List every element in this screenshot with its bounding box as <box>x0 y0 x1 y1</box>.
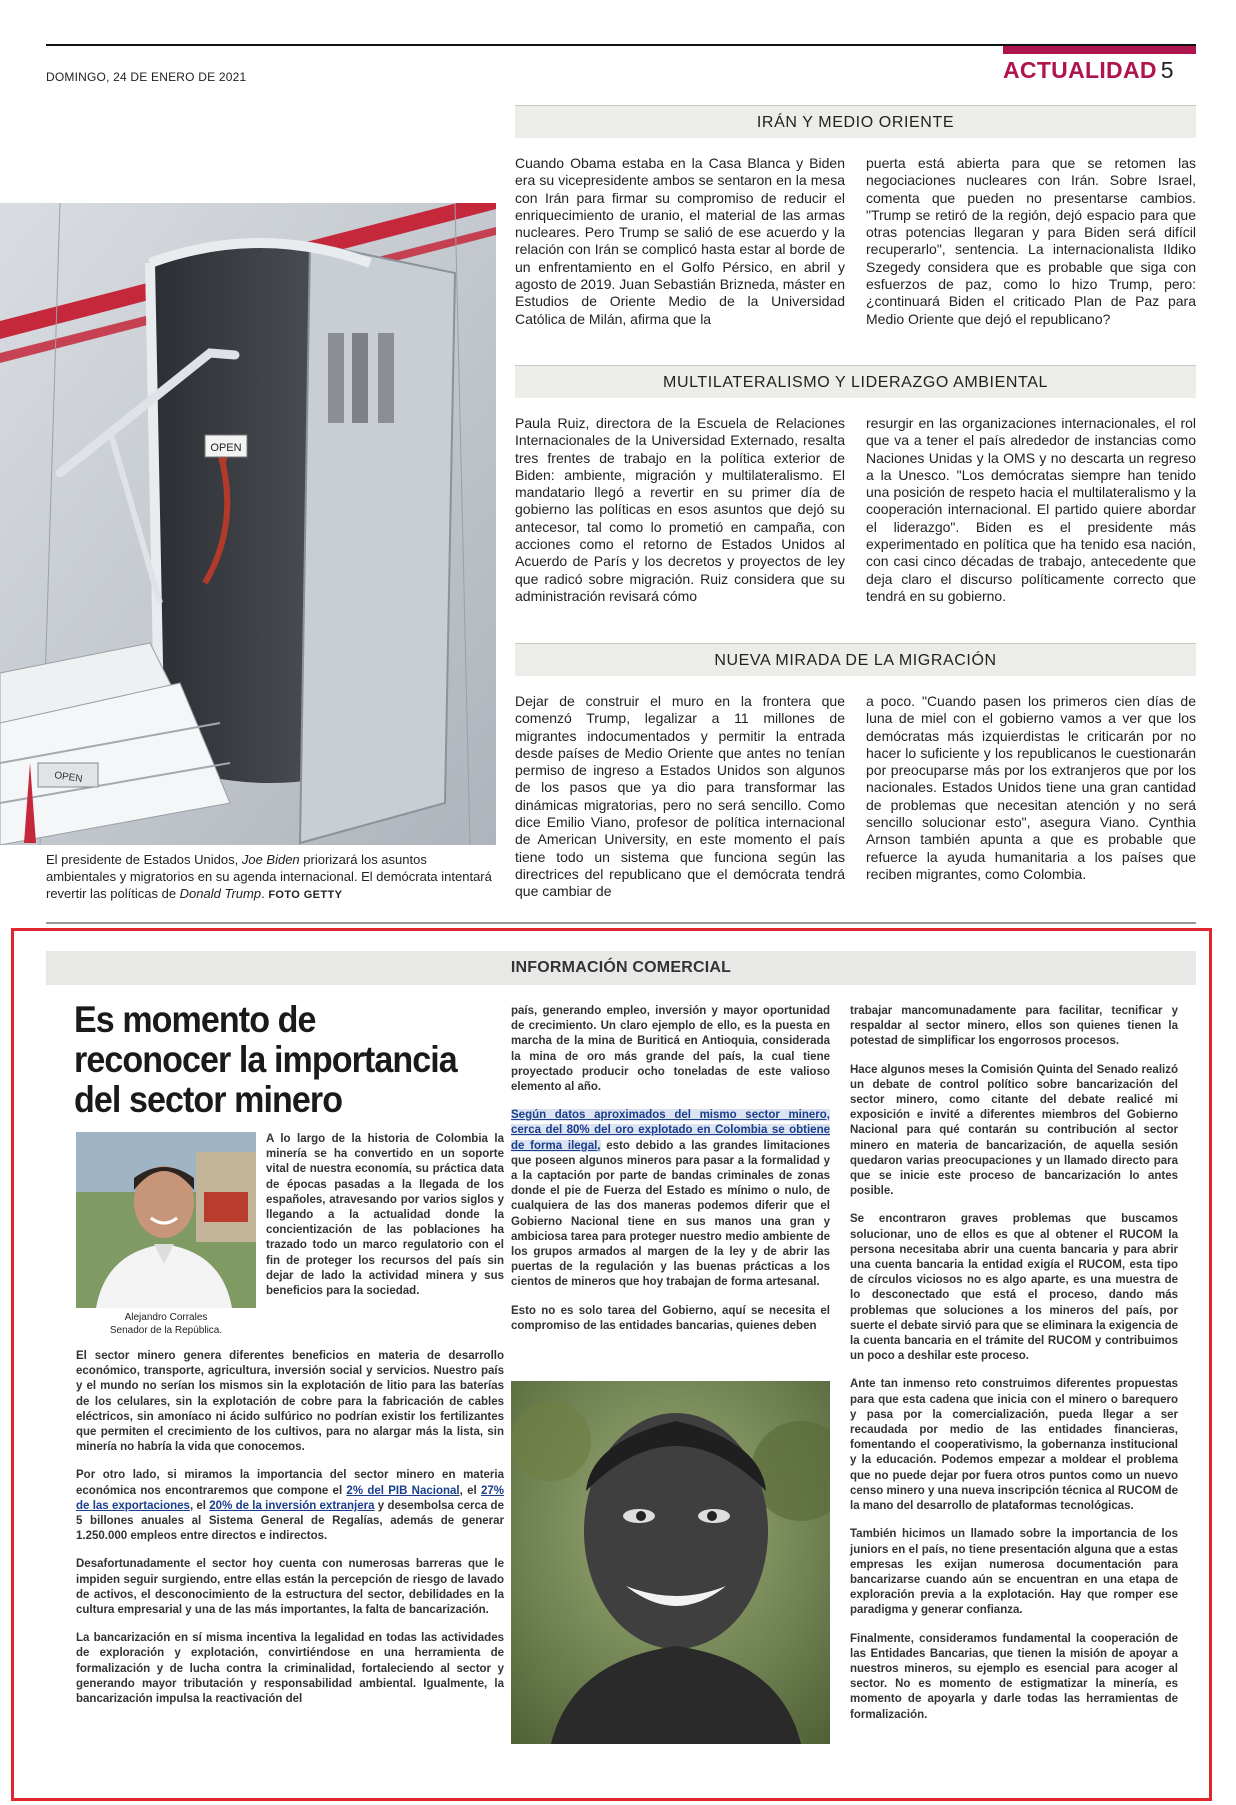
caption-name-biden: Joe Biden <box>241 852 300 867</box>
section-heading-multilateralism: MULTILATERALISMO Y LIDERAZGO AMBIENTAL <box>515 365 1196 398</box>
paragraph-conclusion: Finalmente, consideramos fundamental la cooperación de las Entidades Bancarias, que tienen la misión de apoyar a nuestros mineros, su ejemplo es esencial para acoger al sector. No es momento de estigmatizar la minería, es momento de apoyarla y darle todas las herramientas de formalización. <box>850 1632 1178 1721</box>
iran-column-1: Cuando Obama estaba en la Casa Blanca y Biden era su vicepresidente ambos se sentaron en la mesa con Irán para firmar su compromiso de reducir el enriquecimiento de uranio, el material de las armas nucleares. Pero Trump se salió de ese acuerdo y la relación con Irán se complicó hasta estar al borde de un enfrentamiento en el Golfo Pérsico, en abril y agosto de 2019. Juan Sebastián Brizneda, máster en Estudios de Oriente Medio de la Universidad Católica de Milán, afirma que la <box>515 155 845 327</box>
illegal-gold-highlight: Según datos aproximados del mismo sector minero, cerca del 80% del oro explotado en Colombia se obtiene de forma ilegal, <box>511 1109 830 1152</box>
paragraph-proposals: Ante tan inmenso reto construimos diferentes propuestas para que esta cadena que inicia con el minero o barequero y pasa por la comercialización, pueda llegar a ser recaudada por medio de las entidades financieras, fomentando el cooperativismo, la gobernanza institucional y la educación. Podemos empezar a moldear el problema que no puede dejar por fuera otros puntos como un nuevo censo minero y una nueva inscripción técnica al RUCOM de la mano del desarrollo de plataformas tecnológicas. <box>850 1378 1178 1513</box>
section-heading-iran: IRÁN Y MEDIO ORIENTE <box>515 105 1196 138</box>
commercial-column-2 <box>511 1004 830 1347</box>
issue-date: DOMINGO, 24 DE ENERO DE 2021 <box>46 70 247 84</box>
paragraph-benefits: El sector minero genera diferentes beneficios en materia de desarrollo económico, transporte, agricultura, inversión social y servicios. Nuestro país y el mundo no serían los mismos sin la explotación de litio para las baterías de los celulares, sin la explotación de cobre para la fabricación de cables eléctricos, sin amoníaco ni ácido sulfúrico no podrían existir los fertilizantes que permiten el crecimiento de los cultivos, para no alargar más la lista, sin minería no habría la vida que conocemos. <box>76 1350 504 1454</box>
section-name: ACTUALIDAD <box>1003 57 1157 83</box>
economy-text: Por otro lado, si miramos la importancia del sector minero en materia económica nos encontraremos que compone el <box>76 1469 504 1497</box>
caption-text-3: . <box>261 886 269 901</box>
stat-pib: 2% del PIB Nacional <box>346 1484 460 1497</box>
commercial-banner: INFORMACIÓN COMERCIAL <box>46 951 1196 985</box>
economy-text-4: y desembolsa cerca de 5 billones anuales al Sistema General de Regalías, además de generar 1.250.000 empleos entre directos e indirectos. <box>76 1499 504 1543</box>
page-divider <box>46 922 1196 924</box>
senator-role: Senador de la República. <box>109 1325 223 1336</box>
paragraph-buritica: país, generando empleo, inversión y mayor oportunidad de crecimiento. Un claro ejemplo de ello, es la puesta en marcha de la mina de Buriticá en Antioquia, considerada la mina de oro más grande del país, la cual tiene proyectado producir ocho toneladas de este valioso elemento al año. <box>511 1005 830 1094</box>
paragraph-juniors: También hicimos un llamado sobre la importancia de los juniors en el país, no tiene presentación alguna que a estas empresas les exijan numerosa documentación para bancarizarse cuando aún se encuentran en una etapa de exploración previa a la explotación. Hay que romper ese paradigma y generar confianza. <box>850 1528 1178 1617</box>
miner-portrait <box>511 1381 830 1744</box>
plane-door-photo <box>0 203 496 845</box>
commercial-column-3 <box>850 1004 1178 1736</box>
economy-text-3: , el <box>189 1499 210 1512</box>
paragraph-banks-commitment: Esto no es solo tarea del Gobierno, aquí se necesita el compromiso de las entidades bancarias, quienes deben <box>511 1304 830 1332</box>
caption-name-trump: Donald Trump <box>179 886 262 901</box>
paragraph-senate-debate: Hace algunos meses la Comisión Quinta del Senado realizó un debate de control político sobre bancarización del sector minero, como citante del debate realicé mi exposición e invité a diferentes miembros del Gobierno Nacional para qué contarán su contribución al sector minero en materia de bancarización, de aquella sesión quedaron varias preocupaciones y un llamado directo para que se inicie este proceso de bancarización lo antes posible. <box>850 1063 1178 1198</box>
stat-exports: 27% de las exportaciones <box>76 1484 504 1512</box>
senator-name: Alejandro Corrales <box>124 1312 208 1323</box>
multilateralism-column-1: Paula Ruiz, directora de la Escuela de Relaciones Internacionales de la Universidad Externado, resalta tres frentes de trabajo en la política exterior de Biden: ambiente, migración y multilateralismo. El mandatario llegó a revertir en su primer día de gobierno las políticas en esos asuntos que dejó su antecesor, tal como lo prometió en campaña, con acciones como el retorno de Estados Unidos al Acuerdo de París y los decretos y proyectos de ley que radicó sobre migración. Ruiz considera que su administración revisará cómo <box>515 415 845 604</box>
plane-door-illustration <box>0 203 496 845</box>
commercial-headline: Es momento de reconocer la importancia del sector minero <box>74 999 457 1120</box>
section-title <box>1003 57 1174 84</box>
paragraph-illegal-gold <box>511 1108 830 1290</box>
page-number: 5 <box>1160 57 1174 83</box>
paragraph-cooperation: trabajar mancomunadamente para facilitar, tecnificar y respaldar al sector minero, ellos son quienes tienen la potestad de simplificar los engorrosos procesos. <box>850 1005 1178 1048</box>
intro-paragraph: A lo largo de la historia de Colombia la minería se ha convertido en un soporte vital de nuestra economía, su práctica data de épocas pasadas a la llegada de los españoles, atravesando por varios siglos y llegando a la actualidad donde la concientización de las poblaciones ha trazado todo un marco regulatorio con el fin de proteger los recursos del país sin dejar de lado la actividad minera y sus beneficios para la sociedad. <box>266 1133 504 1298</box>
photo-caption <box>46 851 496 904</box>
migration-column-2: a poco. "Cuando pasen los primeros cien días de luna de miel con el gobierno vamos a ver que los demócratas más izquierdistas le criticarán por no hacer lo suficiente y los republicanos le cuestionarán por preocuparse más por los extranjeros que por los nacionales. Estados Unidos tiene una gran cantidad de problemas que necesitan atención y no será sencillo solucionar esto", asegura Viano. Cynthia Arnson también apunta a que es probable que refuerce la ayuda humanitaria a los países que reciben migrantes, como Colombia. <box>866 693 1196 882</box>
section-heading-migration: NUEVA MIRADA DE LA MIGRACIÓN <box>515 643 1196 676</box>
commercial-intro <box>266 1132 504 1312</box>
paragraph-rucom: Se encontraron graves problemas que buscamos solucionar, uno de ellos es que al obtener el RUCOM la persona necesitaba abrir una cuenta bancaria y para abrir una cuenta bancaria la entidad exigía el RUCOM, esta tipo de círculos viciosos no es algo aparte, es una muestra de lo desconectado que está el proceso, dando más problemas que soluciones a los mineros del país, por suerte el debate sirvió para que se eliminara la exigencia de la cuenta bancaria en el trámite del RUCOM y contribuimos un poco a deshilar este proceso. <box>850 1213 1178 1363</box>
economy-text-2: , el <box>459 1484 481 1497</box>
section-flag <box>1003 46 1196 54</box>
migration-column-1: Dejar de construir el muro en la frontera que comenzó Trump, legalizar a 11 millones de migrantes indocumentados y permitir la entrada desde países de Medio Oriente que antes no tenían permiso de ingreso a Estados Unidos son algunos de los pasos que ya dio para transformar las dinámicas migratorias, pero no será sencillo. Como dice Emilio Viano, profesor de política internacional de American University, en este momento el país tiene todo un sistema que funciona según las directrices del republicano que el demócrata tendrá que cambiar de <box>515 693 845 900</box>
caption-text: El presidente de Estados Unidos, <box>46 852 242 867</box>
paragraph-barriers: Desafortunadamente el sector hoy cuenta con numerosas barreras que le impiden seguir surgiendo, entre ellas están la percepción de riesgo de lavado de activos, el desconocimiento de la estructura del sector, debilidades en la cultura empresarial y una de las más importantes, la falta de bancarización. <box>76 1558 504 1617</box>
senator-caption <box>76 1311 256 1337</box>
illegal-gold-text: esto debido a las grandes limitaciones que poseen algunos mineros para pasar a la formalidad y a la captación por parte de bandas criminales de zonas donde el pie de Fuerza del Estado es mínimo o nulo, de cualquiera de las dos maneras podemos diferir que el Gobierno Nacional tiene en sus manos una gran y ambiciosa tarea para proteger nuestro medio ambiente de los grupos armados al margen de la ley y de abrir las puertas de la regulación y las buenas prácticas a los cientos de mineros que hoy trabajan de forma artesanal. <box>511 1139 831 1289</box>
commercial-column-1 <box>76 1349 504 1720</box>
multilateralism-column-2: resurgir en las organizaciones internacionales, el rol que va a tener el país alrededor de instancias como Naciones Unidas y la OMS y no descarta un regreso a la Unesco. "Los demócratas siempre han tenido una posición de respeto hacia el multilateralismo y la cooperación internacional. El partido quiere abordar el liderazgo". Biden es el presidente más experimentado en política que ha tenido esa nación, con casi cinco décadas de trabajo, antecedente que deja claro el discurso políticamente correcto que tendrá en su gobierno. <box>866 415 1196 604</box>
iran-column-2: puerta está abierta para que se retomen las negociaciones nucleares con Irán. Sobre Israel, comenta que pueden no presentarse cambios. "Trump se retiró de la región, dejó espacio para que otras potencias llegaran y para Biden será difícil recuperarlo", sentencia. La internacionalista Ildiko Szegedy considera que es probable que siga con esfuerzos de paz, como lo hizo Trump, pero: ¿continuará Biden el criticado Plan de Paz para Medio Oriente que dejó el republicano? <box>866 155 1196 327</box>
miner-portrait-illustration <box>511 1381 830 1744</box>
stat-foreign-investment: 20% de la inversión extranjera <box>209 1499 375 1512</box>
paragraph-economy <box>76 1468 504 1544</box>
stair-open-label: OPEN <box>53 770 84 785</box>
paragraph-banking: La bancarización en sí misma incentiva la legalidad en todas las actividades de exploración y explotación, convirtiéndose en una herramienta de formalización y de lucha contra la criminalidad, fortaleciendo al sector y generando mayor tributación y responsabilidad ambiental. Igualmente, la bancarización impulsa la reactivación del <box>76 1632 504 1706</box>
caption-text-2: priorizará los asuntos ambientales y migratorios en su agenda internacional. El demócrata intentará revertir las políticas de <box>46 852 492 901</box>
door-open-label: OPEN <box>210 442 242 454</box>
photo-credit: FOTO GETTY <box>268 889 343 901</box>
senator-portrait <box>76 1132 256 1308</box>
senator-portrait-illustration <box>76 1132 256 1308</box>
